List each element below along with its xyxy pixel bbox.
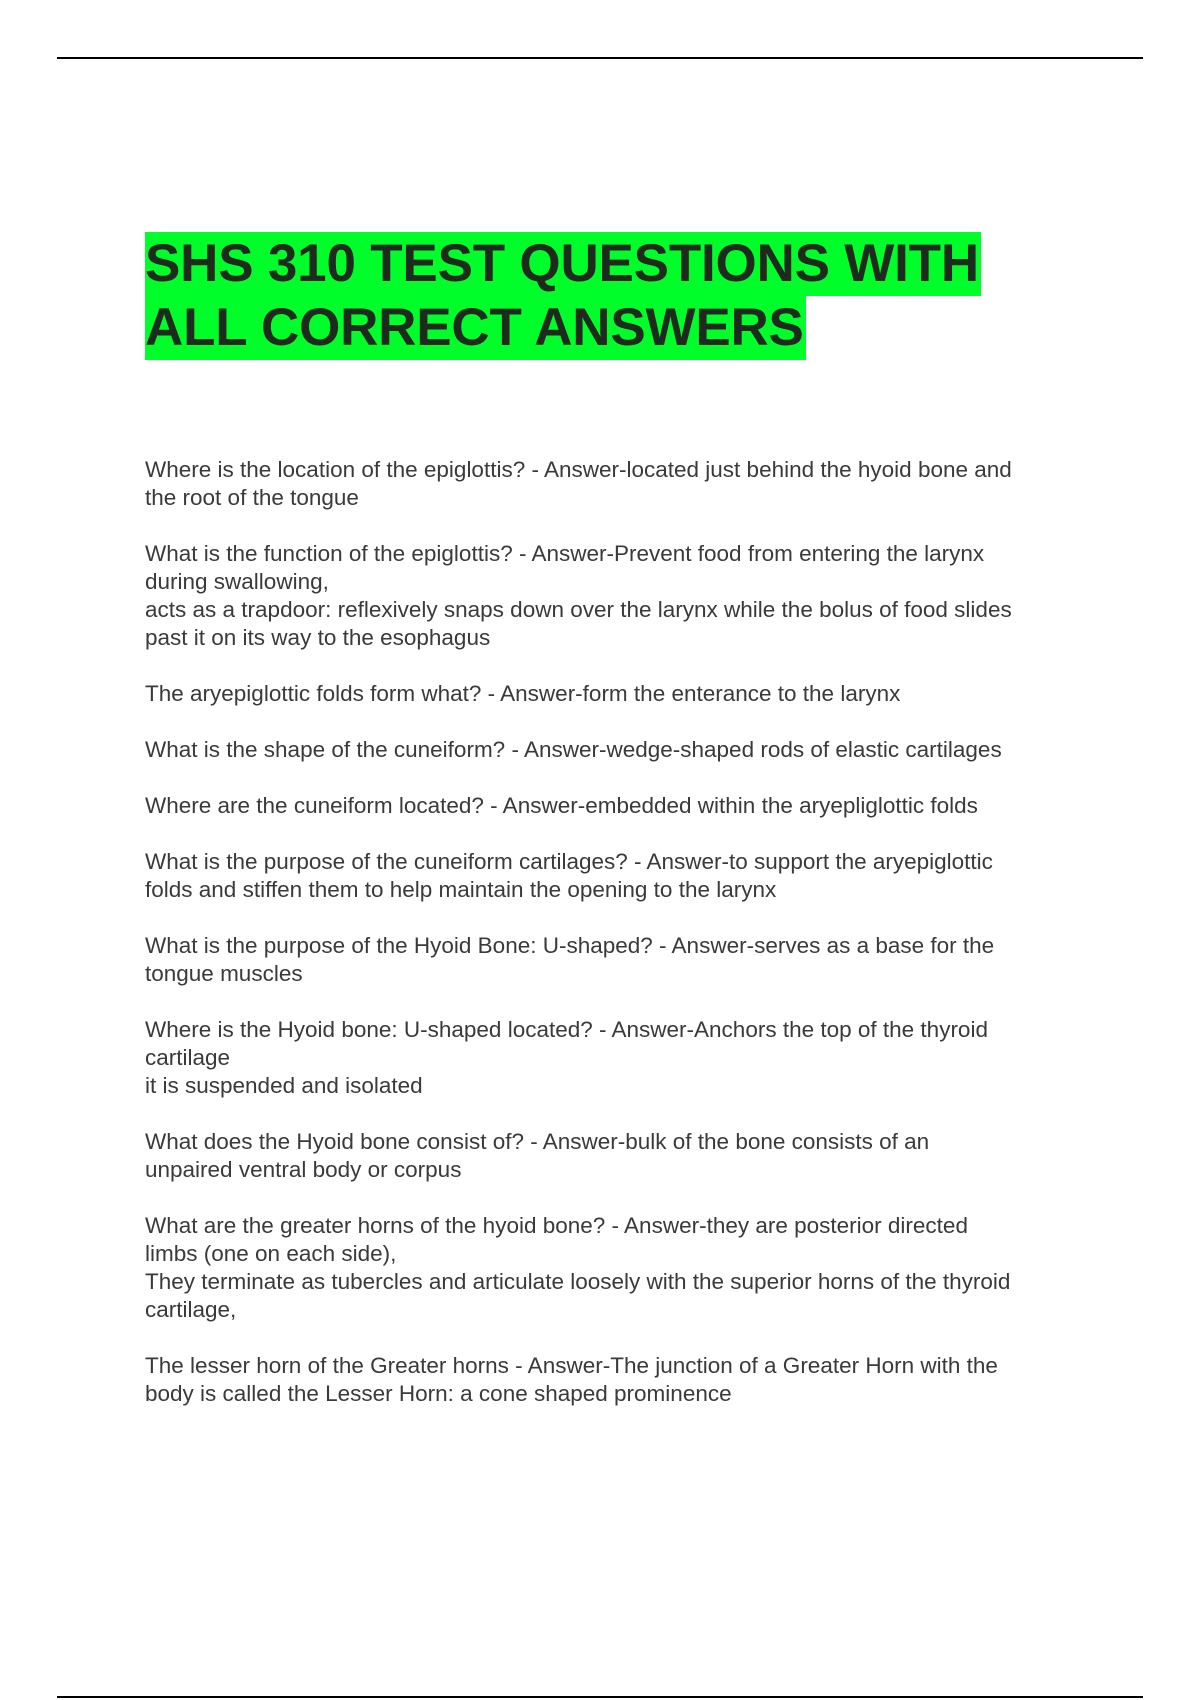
qa-line: What is the purpose of the Hyoid Bone: U-shaped? - Answer-serves as a base for the bbox=[145, 933, 995, 958]
qa-entry bbox=[145, 1128, 1085, 1184]
qa-line: tongue muscles bbox=[145, 961, 303, 986]
qa-line: unpaired ventral body or corpus bbox=[145, 1157, 462, 1182]
qa-line: Where are the cuneiform located? - Answer-embedded within the aryepliglottic folds bbox=[145, 793, 978, 818]
qa-line: Where is the location of the epiglottis? - Answer-located just behind the hyoid bone and bbox=[145, 457, 1012, 482]
qa-entry bbox=[145, 792, 1085, 820]
qa-entry bbox=[145, 1212, 1085, 1324]
qa-line: What is the purpose of the cuneiform cartilages? - Answer-to support the aryepiglottic bbox=[145, 849, 993, 874]
qa-entry bbox=[145, 680, 1085, 708]
qa-entry bbox=[145, 1016, 1085, 1100]
qa-line: cartilage, bbox=[145, 1297, 237, 1322]
qa-line: What is the function of the epiglottis? - Answer-Prevent food from entering the larynx bbox=[145, 541, 985, 566]
qa-line: acts as a trapdoor: reflexively snaps down over the larynx while the bolus of food slides bbox=[145, 597, 1012, 622]
qa-line: it is suspended and isolated bbox=[145, 1073, 423, 1098]
document-title bbox=[145, 232, 1065, 360]
qa-line: cartilage bbox=[145, 1045, 231, 1070]
qa-line: folds and stiffen them to help maintain the opening to the larynx bbox=[145, 877, 777, 902]
qa-entry bbox=[145, 932, 1085, 988]
qa-line: past it on its way to the esophagus bbox=[145, 625, 491, 650]
qa-entry bbox=[145, 456, 1085, 512]
qa-line: during swallowing, bbox=[145, 569, 329, 594]
top-rule bbox=[57, 57, 1143, 59]
qa-line: body is called the Lesser Horn: a cone shaped prominence bbox=[145, 1381, 732, 1406]
qa-line: The aryepiglottic folds form what? - Answer-form the enterance to the larynx bbox=[145, 681, 901, 706]
title-line-1: SHS 310 TEST QUESTIONS WITH bbox=[145, 232, 981, 296]
qa-line: What is the shape of the cuneiform? - Answer-wedge-shaped rods of elastic cartilages bbox=[145, 737, 1002, 762]
qa-line: What does the Hyoid bone consist of? - Answer-bulk of the bone consists of an bbox=[145, 1129, 930, 1154]
qa-line: the root of the tongue bbox=[145, 485, 359, 510]
qa-line: They terminate as tubercles and articulate loosely with the superior horns of the thyroid bbox=[145, 1269, 1011, 1294]
qa-entry bbox=[145, 1352, 1085, 1408]
title-line-2: ALL CORRECT ANSWERS bbox=[145, 296, 806, 360]
qa-line: The lesser horn of the Greater horns - Answer-The junction of a Greater Horn with the bbox=[145, 1353, 998, 1378]
qa-line: What are the greater horns of the hyoid bone? - Answer-they are posterior directed bbox=[145, 1213, 968, 1238]
qa-entry bbox=[145, 848, 1085, 904]
qa-entry bbox=[145, 540, 1085, 652]
qa-list bbox=[145, 456, 1085, 1436]
qa-line: limbs (one on each side), bbox=[145, 1241, 397, 1266]
qa-entry bbox=[145, 736, 1085, 764]
qa-line: Where is the Hyoid bone: U-shaped located? - Answer-Anchors the top of the thyroid bbox=[145, 1017, 988, 1042]
bottom-rule bbox=[57, 1696, 1143, 1698]
